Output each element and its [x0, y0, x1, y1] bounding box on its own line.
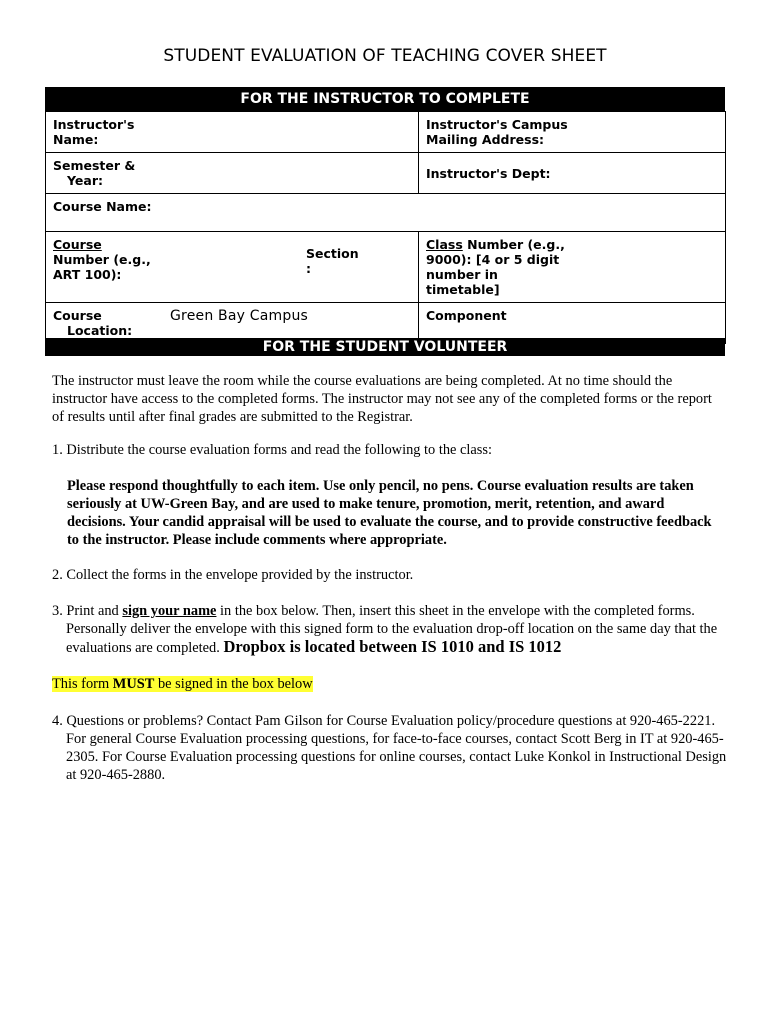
step-2-text: 2. Collect the forms in the envelope provided by the instructor.: [52, 567, 414, 583]
campus-mailing-address-cell[interactable]: [419, 112, 726, 153]
step-3-text: 3. Print and sign your name in the box below. Then, insert this sheet in the envelope with the completed forms. Personally deliver the envelope with this signed form to the evaluation drop-off location on the same day that the evaluations are completed. Dropbox is located between IS 1010 and IS 1012: [52, 603, 718, 656]
read-aloud-statement: Please respond thoughtfully to each item. Use only pencil, no pens. Course evaluation results are taken seriously at UW-Green Bay, and are used to make tenure, promotion, merit, retention, and award decisions. Your candid appraisal will be used to evaluate the course, and to provide constructive feedback to the instructor. Please include comments where appropriate.: [67, 478, 712, 548]
instructor-section-banner: FOR THE INSTRUCTOR TO COMPLETE: [45, 87, 725, 111]
semester-year-label: Semester & Year:: [53, 158, 136, 188]
instructor-dept-label: Instructor's Dept:: [426, 165, 551, 181]
course-number-label: Course Number (e.g., ART 100):: [53, 237, 151, 282]
component-label: Component: [426, 308, 507, 323]
class-number-cell[interactable]: [419, 232, 726, 303]
step-1-text: 1. Distribute the course evaluation forms and read the following to the class:: [52, 442, 492, 458]
instructor-form-table: [45, 111, 726, 344]
intro-paragraph: The instructor must leave the room while the course evaluations are being completed. At no time should the instructor have access to the completed forms. The instructor may not see any of the completed forms or the report of results until after final grades are submitted to the Registrar.: [52, 373, 712, 425]
instructor-dept-cell[interactable]: [419, 153, 726, 194]
instructor-name-cell[interactable]: [46, 112, 419, 153]
instructor-name-label: Instructor's Name:: [53, 117, 135, 147]
course-name-cell[interactable]: [46, 194, 726, 232]
class-number-label: Class Number (e.g., 9000): [4 or 5 digit number in timetable]: [426, 237, 565, 297]
page-title: STUDENT EVALUATION OF TEACHING COVER SHEET: [163, 46, 607, 66]
section-label: Section :: [306, 246, 359, 276]
semester-year-cell[interactable]: [46, 153, 419, 194]
must-sign-notice: This form MUST be signed in the box below: [52, 676, 313, 692]
course-location-value: Green Bay Campus: [170, 308, 309, 324]
course-number-section-cell[interactable]: [46, 232, 419, 303]
dropbox-location: Dropbox is located between IS 1010 and IS 1012: [223, 637, 562, 656]
course-name-label: Course Name:: [53, 199, 152, 214]
student-section-banner: FOR THE STUDENT VOLUNTEER: [45, 338, 725, 356]
campus-mailing-address-label: Instructor's Campus Mailing Address:: [426, 117, 568, 147]
step-4-text: 4. Questions or problems? Contact Pam Gilson for Course Evaluation policy/procedure questions at 920-465-2221. For general Course Evaluation processing questions, for face-to-face courses, contact Scott Berg in IT at 920-465-2305. For Course Evaluation processing questions for online courses, contact Luke Konkol in Instructional Design at 920-465-2880.: [52, 713, 727, 783]
sign-your-name-emphasis: sign your name: [122, 603, 217, 619]
course-location-label: Course Location:: [53, 308, 133, 338]
